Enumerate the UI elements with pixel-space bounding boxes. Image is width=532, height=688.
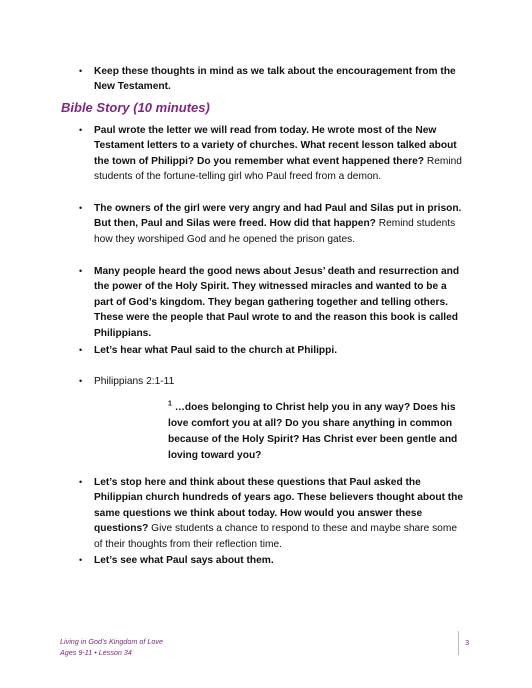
- list-item: [94, 264, 466, 341]
- list-item: [94, 475, 466, 552]
- bullet-marker: •: [79, 66, 83, 76]
- section-heading: Bible Story (10 minutes): [61, 100, 210, 115]
- list-item: [94, 553, 466, 568]
- item-plain-text: Remind students how they worshiped God and he opened the prison gates.: [94, 218, 456, 245]
- scripture-quote: [168, 400, 468, 464]
- page-number: 3: [465, 638, 470, 647]
- bullet-marker: •: [79, 555, 83, 565]
- list-item: [94, 201, 466, 247]
- footer-divider: [458, 631, 459, 655]
- item-plain-text: Remind students of the fortune-telling girl who Paul freed from a demon.: [94, 155, 462, 183]
- item-bold-text: Paul wrote the letter we will read from today. He wrote most of the New Testament letters to a variety of churches. What recent lesson talked about the town of Philippi? Do you remember what event happened there?: [94, 125, 457, 167]
- bullet-marker: •: [79, 376, 83, 386]
- scripture-reference: Philippians 2:1-11: [94, 376, 175, 387]
- intro-paragraph: [94, 64, 474, 95]
- item-bold-text: Let’s hear what Paul said to the church at Philippi.: [94, 345, 338, 356]
- footer-title: Living in God’s Kingdom of Love: [60, 637, 163, 646]
- item-bold-text: Let’s stop here and think about these questions that Paul asked the Philippian church hundreds of years ago. These believers thought about the same questions we think about today. How would you answer these questions?: [94, 477, 464, 535]
- item-bold-text: Many people heard the good news about Jesus’ death and resurrection and the power of the Holy Spirit. They witnessed miracles and wanted to be a part of God’s kingdom. They began gathering together and telling others. These were the people that Paul wrote to and the reason this book is called Philippians.: [94, 266, 460, 339]
- intro-text: Keep these thoughts in mind as we talk about the encouragement from the New Testament.: [94, 66, 456, 93]
- bullet-marker: •: [79, 345, 83, 355]
- item-plain-text: Give students a chance to respond to these and maybe share some of their thoughts from their reflection time.: [94, 523, 457, 550]
- list-item: [94, 123, 466, 185]
- bullet-marker: •: [79, 266, 83, 276]
- list-item: [94, 374, 466, 389]
- footer-lesson: Ages 9-11 • Lesson 34: [60, 648, 132, 657]
- verse-number: 1: [168, 400, 172, 408]
- bullet-marker: •: [79, 125, 83, 135]
- item-bold-text: The owners of the girl were very angry and had Paul and Silas put in prison. But then, Paul and Silas were freed. How did that happen?: [94, 203, 462, 230]
- bullet-marker: •: [79, 477, 83, 487]
- footer: [60, 636, 163, 658]
- bullet-marker: •: [79, 203, 83, 213]
- quote-text: …does belonging to Christ help you in any way? Does his love comfort you at all? Do you share anything in common because of the Holy Spirit? Has Christ ever been gentle and loving toward you?: [168, 402, 458, 461]
- item-bold-text: Let’s see what Paul says about them.: [94, 555, 274, 566]
- list-item: [94, 343, 466, 358]
